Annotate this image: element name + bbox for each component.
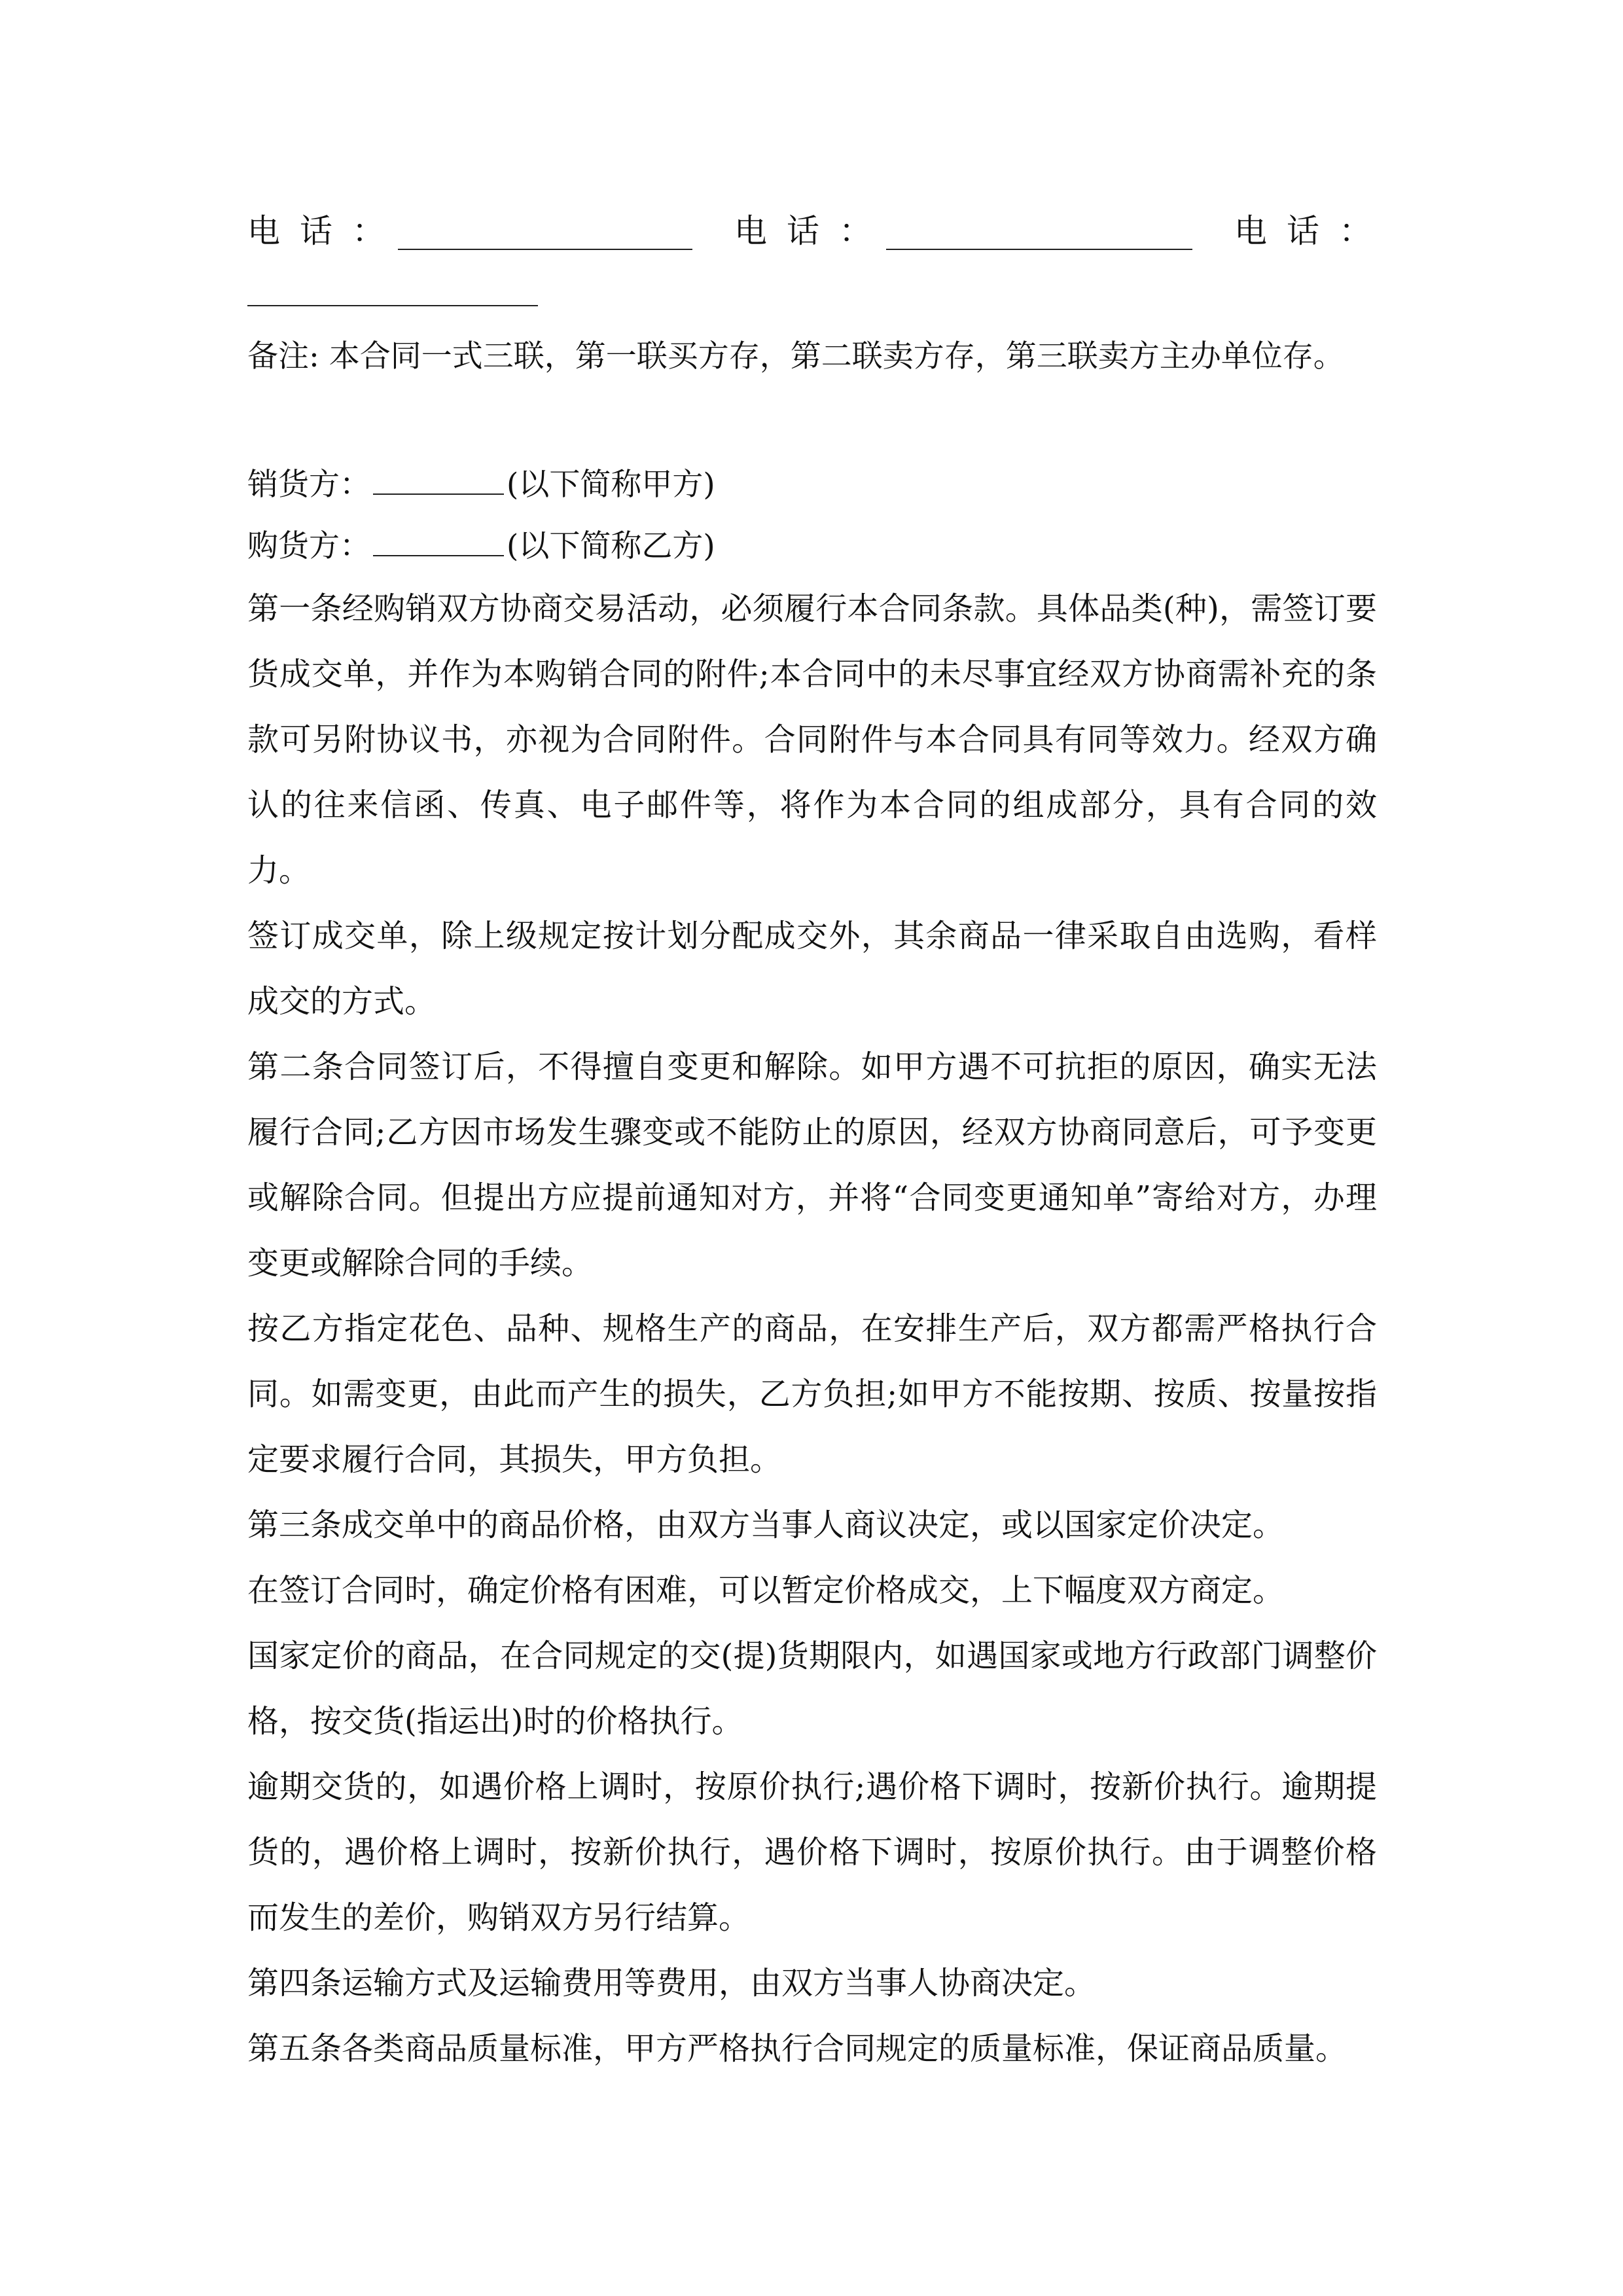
paragraph-provisional-price: 在签订合同时，确定价格有困难，可以暂定价格成交，上下幅度双方商定。: [247, 1572, 1285, 1609]
phone-label-3: 电话：: [1234, 212, 1391, 250]
paragraph-article-4: 第四条运输方式及运输费用等费用，由双方当事人协商决定。: [247, 1965, 1096, 2001]
seller-blank: [373, 467, 504, 495]
seller-suffix: (以下简称甲方): [507, 467, 715, 503]
phone-label-1: 电话：: [247, 212, 404, 250]
paragraph-state-pricing: 国家定价的商品，在合同规定的交(提)货期限内，如遇国家或地方行政部门调整价格，按交货(指运出)时的价格执行。: [247, 1638, 1377, 1740]
contract-body: [247, 576, 1377, 2081]
buyer-suffix: (以下简称乙方): [507, 528, 715, 564]
paragraph-custom-goods: 按乙方指定花色、品种、规格生产的商品，在安排生产后，双方都需严格执行合同。如需变更，由此而产生的损失，乙方负担;如甲方不能按期、按质、按量按指定要求履行合同，其损失，甲方负担。: [247, 1310, 1377, 1478]
seller-label: 销货方：: [247, 467, 370, 503]
phone-blank-1: [398, 249, 692, 250]
buyer-blank: [373, 529, 504, 556]
phone-blank-3: [247, 305, 538, 306]
paragraph-article-1: 第一条经购销双方协商交易活动，必须履行本合同条款。具体品类(种)，需签订要货成交单，并作为本购销合同的附件;本合同中的未尽事宜经双方协商需补充的条款可另附协议书，亦视为合同附件。合同附件与本合同具有同等效力。经双方确认的往来信函、传真、电子邮件等，将作为本合同的组成部分，具有合同的效力。: [247, 590, 1377, 889]
paragraph-overdue: 逾期交货的，如遇价格上调时，按原价执行;遇价格下调时，按新价执行。逾期提货的，遇价格上调时，按新价执行，遇价格下调时，按原价执行。由于调整价格而发生的差价，购销双方另行结算。: [247, 1768, 1377, 1936]
phone-label-2: 电话：: [734, 212, 891, 250]
paragraph-selection: 签订成交单，除上级规定按计划分配成交外，其余商品一律采取自由选购，看样成交的方式。: [247, 918, 1377, 1020]
paragraph-article-2: 第二条合同签订后，不得擅自变更和解除。如甲方遇不可抗拒的原因，确实无法履行合同;乙方因市场发生骤变或不能防止的原因，经双方协商同意后，可予变更或解除合同。但提出方应提前通知对方，并将“合同变更通知单”寄给对方，办理变更或解除合同的手续。: [247, 1049, 1377, 1282]
paragraph-article-5: 第五条各类商品质量标准，甲方严格执行合同规定的质量标准，保证商品质量。: [247, 2030, 1347, 2067]
seller-line: [247, 456, 715, 514]
buyer-line: [247, 517, 715, 576]
paragraph-article-3: 第三条成交单中的商品价格，由双方当事人商议决定，或以国家定价决定。: [247, 1507, 1285, 1543]
phone-blank-2: [886, 249, 1192, 250]
remark-note: 备注: 本合同一式三联，第一联买方存，第二联卖方存，第三联卖方主办单位存。: [247, 338, 1344, 374]
phone-row: [247, 202, 1391, 260]
buyer-label: 购货方：: [247, 528, 370, 564]
